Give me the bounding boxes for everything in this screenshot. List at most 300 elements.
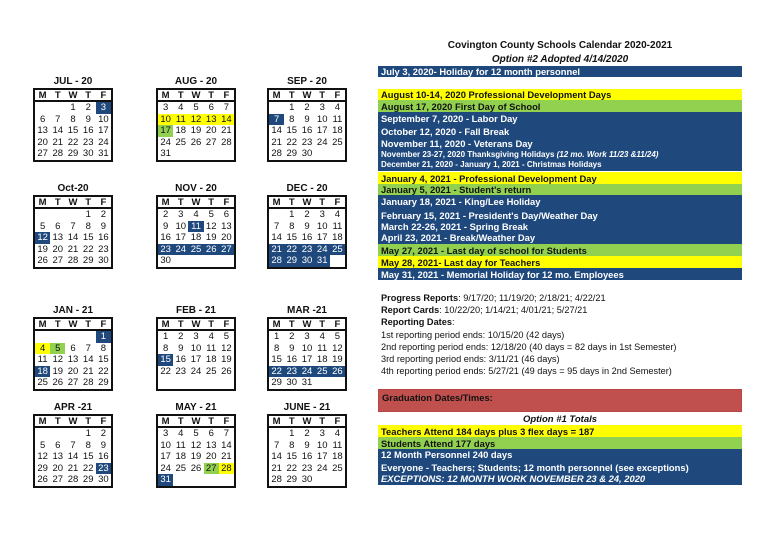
day-cell: 30 bbox=[82, 148, 94, 160]
weekday-label: F bbox=[223, 416, 230, 427]
weekday-label: F bbox=[100, 90, 107, 101]
weekday-label: T bbox=[85, 197, 92, 208]
totals-personnel: 12 Month Personnel 240 days bbox=[381, 449, 513, 460]
day-cell: 20 bbox=[221, 232, 232, 244]
weekday-label: W bbox=[191, 90, 201, 101]
day-cell: 27 bbox=[67, 377, 79, 389]
day-cell: 15 bbox=[67, 125, 79, 137]
day-cell: 31 bbox=[160, 148, 171, 160]
day-cell: 24 bbox=[316, 136, 328, 148]
day-cell: 2 bbox=[304, 102, 310, 113]
day-cell: 24 bbox=[98, 136, 109, 148]
weekday-label: M bbox=[38, 416, 47, 427]
day-cell bbox=[330, 377, 345, 389]
week-row bbox=[158, 137, 234, 149]
day-cell: 2 bbox=[85, 102, 91, 113]
day-cell: 11 bbox=[332, 220, 343, 232]
week-row bbox=[158, 209, 234, 221]
weekday-label: M bbox=[272, 319, 281, 330]
day-cell: 30 bbox=[98, 474, 109, 486]
day-cell: 27 bbox=[52, 474, 64, 486]
day-cell: 17 bbox=[175, 232, 187, 244]
month-calendar bbox=[33, 76, 113, 162]
day-cell bbox=[330, 255, 345, 267]
day-cell: 21 bbox=[82, 365, 94, 377]
day-cell: 15 bbox=[271, 354, 282, 366]
day-cell: 2 bbox=[289, 331, 295, 342]
week-row bbox=[35, 232, 111, 244]
month-grid bbox=[267, 195, 347, 269]
day-cell bbox=[315, 148, 330, 160]
month-grid bbox=[33, 195, 113, 269]
page-subtitle: Option #2 Adopted 4/14/2020 bbox=[491, 54, 629, 65]
day-cell: 12 bbox=[188, 114, 203, 126]
totals-exceptions: EXCEPTIONS: 12 MONTH WORK NOVEMBER 23 & 24, 2020 bbox=[381, 473, 646, 484]
day-cell: 4 bbox=[334, 209, 341, 220]
month-title: FEB - 21 bbox=[175, 305, 216, 316]
weekday-header bbox=[35, 90, 111, 102]
day-cell: 20 bbox=[205, 451, 217, 463]
day-cell bbox=[219, 474, 234, 486]
day-cell: 29 bbox=[37, 462, 48, 474]
weekday-label: T bbox=[319, 90, 326, 101]
day-cell: 11 bbox=[37, 354, 48, 366]
day-cell: 19 bbox=[190, 451, 202, 463]
day-cell: 17 bbox=[190, 354, 202, 366]
week-row bbox=[158, 377, 234, 389]
day-cell: 16 bbox=[175, 354, 187, 366]
day-cell: 22 bbox=[286, 462, 298, 474]
day-cell bbox=[188, 255, 203, 267]
day-cell: 21 bbox=[67, 243, 79, 255]
day-cell bbox=[35, 102, 50, 114]
day-cell: 3 bbox=[319, 209, 325, 220]
day-cell: 15 bbox=[286, 451, 298, 463]
day-cell: 12 bbox=[205, 220, 217, 232]
weekday-header bbox=[35, 319, 111, 331]
totals-teachers: Teachers Attend 184 days plus 3 flex days = 187 bbox=[378, 425, 742, 437]
week-row bbox=[35, 354, 111, 366]
day-cell: 25 bbox=[332, 462, 343, 474]
day-cell: 8 bbox=[289, 220, 295, 232]
day-cell: 22 bbox=[269, 366, 284, 378]
reporting-dates bbox=[381, 317, 455, 327]
week-row bbox=[35, 331, 111, 343]
day-cell bbox=[35, 209, 50, 221]
day-cell bbox=[204, 255, 219, 267]
day-cell: 28 bbox=[221, 136, 232, 148]
weekday-label: T bbox=[208, 197, 215, 208]
page-title: Covington County Schools Calendar 2020-2021 bbox=[447, 40, 673, 51]
day-cell: 7 bbox=[269, 114, 284, 126]
weekday-label: T bbox=[288, 197, 295, 208]
weekday-label: T bbox=[208, 416, 215, 427]
weekday-label: F bbox=[223, 90, 230, 101]
day-cell: 8 bbox=[100, 342, 107, 354]
day-cell: 17 bbox=[316, 125, 328, 137]
day-cell: 29 bbox=[82, 474, 94, 486]
weekday-label: W bbox=[302, 90, 312, 101]
week-row bbox=[158, 463, 234, 475]
day-cell: 27 bbox=[52, 255, 64, 267]
day-cell: 14 bbox=[82, 354, 94, 366]
day-cell: 29 bbox=[82, 255, 94, 267]
day-cell: 19 bbox=[332, 354, 343, 366]
day-cell: 15 bbox=[286, 125, 298, 137]
day-cell: 11 bbox=[206, 342, 217, 354]
weekday-header bbox=[158, 416, 234, 428]
week-row bbox=[158, 125, 234, 137]
month-title: JAN - 21 bbox=[52, 305, 93, 316]
weekday-header bbox=[269, 416, 345, 428]
day-cell: 31 bbox=[158, 474, 173, 486]
day-cell: 24 bbox=[173, 244, 188, 256]
day-cell: 21 bbox=[52, 136, 64, 148]
day-cell: 3 bbox=[319, 428, 325, 439]
weekday-header bbox=[269, 197, 345, 209]
week-row bbox=[158, 221, 234, 233]
day-cell: 6 bbox=[208, 428, 214, 439]
weekday-label: T bbox=[177, 416, 184, 427]
month-title: JUNE - 21 bbox=[283, 402, 331, 413]
day-cell: 29 bbox=[284, 255, 299, 267]
day-cell: 18 bbox=[316, 354, 328, 366]
week-row bbox=[35, 451, 111, 463]
month-calendar bbox=[33, 402, 113, 488]
day-cell bbox=[204, 377, 219, 389]
month-title: NOV - 20 bbox=[175, 183, 217, 194]
day-cell: 3 bbox=[162, 102, 169, 113]
day-cell: 9 bbox=[289, 342, 295, 354]
day-cell bbox=[269, 209, 284, 221]
weekday-label: M bbox=[272, 90, 281, 101]
week-row bbox=[269, 209, 345, 221]
day-cell: 4 bbox=[319, 331, 325, 342]
weekday-label: F bbox=[334, 197, 341, 208]
day-cell: 15 bbox=[98, 354, 109, 366]
day-cell: 2 bbox=[100, 428, 107, 439]
day-cell: 17 bbox=[160, 451, 171, 463]
day-cell: 13 bbox=[52, 232, 64, 244]
day-cell: 16 bbox=[286, 354, 298, 366]
week-row bbox=[269, 343, 345, 355]
day-cell: 5 bbox=[50, 343, 65, 355]
day-cell: 29 bbox=[98, 377, 109, 389]
month-title: APR -21 bbox=[53, 402, 93, 413]
totals-block bbox=[378, 449, 742, 485]
day-cell: 22 bbox=[286, 136, 298, 148]
month-title: MAR -21 bbox=[286, 305, 327, 316]
day-cell: 3 bbox=[96, 102, 111, 114]
day-cell: 15 bbox=[82, 451, 94, 463]
weekday-label: T bbox=[177, 197, 184, 208]
week-row bbox=[158, 428, 234, 440]
day-cell: 8 bbox=[85, 220, 91, 232]
weekday-label: W bbox=[68, 416, 78, 427]
day-cell: 25 bbox=[37, 377, 48, 389]
month-calendar bbox=[33, 183, 113, 269]
day-cell: 3 bbox=[178, 209, 184, 220]
day-cell: 10 bbox=[316, 220, 328, 232]
day-cell: 4 bbox=[334, 102, 341, 113]
weekday-label: T bbox=[54, 416, 61, 427]
day-cell bbox=[315, 474, 330, 486]
day-cell: 31 bbox=[98, 148, 109, 160]
day-cell: 21 bbox=[221, 451, 232, 463]
month-grid bbox=[267, 317, 347, 391]
week-row bbox=[35, 221, 111, 233]
day-cell: 10 bbox=[98, 113, 109, 125]
day-cell: 18 bbox=[332, 451, 343, 463]
day-cell: 15 bbox=[82, 232, 94, 244]
day-cell: 7 bbox=[85, 342, 91, 354]
week-row bbox=[269, 366, 345, 378]
day-cell: 13 bbox=[205, 439, 217, 451]
reporting-period-4: 4th reporting period ends: 5/27/21 (49 days = 95 days in 2nd Semester) bbox=[381, 366, 672, 376]
totals-students: Students Attend 177 days bbox=[378, 437, 742, 449]
day-cell: 1 bbox=[70, 102, 76, 113]
day-cell: 24 bbox=[316, 462, 328, 474]
day-cell bbox=[35, 331, 50, 343]
day-cell: 30 bbox=[286, 377, 298, 389]
day-cell bbox=[50, 331, 65, 343]
day-cell: 23 bbox=[299, 244, 314, 256]
day-cell: 24 bbox=[160, 136, 171, 148]
week-row bbox=[269, 440, 345, 452]
week-row bbox=[158, 244, 234, 256]
week-row bbox=[35, 463, 111, 475]
weekday-label: M bbox=[272, 197, 281, 208]
week-row bbox=[158, 232, 234, 244]
day-cell: 3 bbox=[193, 331, 199, 342]
day-cell: 9 bbox=[100, 439, 107, 451]
day-cell: 22 bbox=[284, 244, 299, 256]
reporting-period-2: 2nd reporting period ends: 12/18/20 (40 days = 82 days in 1st Semester) bbox=[381, 342, 677, 352]
day-cell: 26 bbox=[37, 255, 48, 267]
day-cell bbox=[219, 255, 234, 267]
day-cell: 14 bbox=[52, 125, 64, 137]
day-cell: 24 bbox=[190, 365, 202, 377]
weekday-label: W bbox=[68, 319, 78, 330]
day-cell bbox=[173, 255, 188, 267]
day-cell: 18 bbox=[332, 232, 343, 244]
day-cell: 20 bbox=[52, 243, 64, 255]
day-cell: 30 bbox=[301, 474, 313, 486]
week-row bbox=[35, 148, 111, 160]
day-cell: 19 bbox=[37, 243, 48, 255]
week-row bbox=[269, 451, 345, 463]
weekday-label: T bbox=[177, 319, 184, 330]
weekday-label: T bbox=[208, 319, 215, 330]
day-cell: 30 bbox=[301, 148, 313, 160]
day-cell: 25 bbox=[188, 244, 203, 256]
day-cell: 16 bbox=[301, 125, 313, 137]
weekday-label: T bbox=[85, 416, 92, 427]
event-jul3: July 3, 2020- Holiday for 12 month personnel bbox=[378, 66, 742, 77]
day-cell: 24 bbox=[160, 462, 171, 474]
week-row bbox=[158, 451, 234, 463]
day-cell: 26 bbox=[52, 377, 64, 389]
day-cell bbox=[219, 377, 234, 389]
event-jan18: January 18, 2021 - King/Lee Holiday bbox=[381, 196, 541, 207]
weekday-label: W bbox=[68, 90, 78, 101]
week-row bbox=[269, 114, 345, 126]
day-cell: 11 bbox=[173, 114, 188, 126]
day-cell: 5 bbox=[223, 331, 230, 342]
day-cell: 9 bbox=[178, 342, 184, 354]
week-row bbox=[269, 221, 345, 233]
day-cell: 21 bbox=[269, 244, 284, 256]
day-cell bbox=[65, 331, 80, 343]
week-row bbox=[269, 474, 345, 486]
day-cell: 1 bbox=[289, 102, 295, 113]
day-cell: 6 bbox=[70, 342, 76, 354]
day-cell: 14 bbox=[271, 451, 282, 463]
week-row bbox=[269, 232, 345, 244]
event-nov23 bbox=[381, 149, 742, 160]
week-row bbox=[158, 343, 234, 355]
day-cell: 18 bbox=[332, 125, 343, 137]
weekday-label: T bbox=[54, 319, 61, 330]
day-cell: 9 bbox=[304, 220, 310, 232]
weekday-label: F bbox=[334, 319, 341, 330]
day-cell: 20 bbox=[52, 462, 64, 474]
weekday-label: T bbox=[54, 90, 61, 101]
weekday-label: M bbox=[161, 416, 170, 427]
weekday-label: M bbox=[38, 197, 47, 208]
day-cell: 9 bbox=[85, 113, 91, 125]
day-cell: 13 bbox=[221, 220, 232, 232]
day-cell bbox=[330, 148, 345, 160]
day-cell: 23 bbox=[301, 462, 313, 474]
day-cell: 17 bbox=[316, 232, 328, 244]
month-grid bbox=[267, 88, 347, 162]
day-cell: 21 bbox=[271, 462, 282, 474]
day-cell: 1 bbox=[85, 209, 91, 220]
week-row bbox=[269, 331, 345, 343]
week-row bbox=[269, 148, 345, 160]
weekday-label: M bbox=[38, 319, 47, 330]
day-cell: 13 bbox=[52, 451, 64, 463]
week-row bbox=[35, 440, 111, 452]
day-cell bbox=[330, 474, 345, 486]
day-cell: 5 bbox=[208, 209, 214, 220]
day-cell: 25 bbox=[175, 462, 187, 474]
week-row bbox=[158, 148, 234, 160]
day-cell: 4 bbox=[178, 102, 184, 113]
day-cell: 21 bbox=[271, 136, 282, 148]
report-cards-label: Report Cards bbox=[381, 305, 440, 315]
day-cell: 23 bbox=[96, 463, 111, 475]
month-grid bbox=[156, 88, 236, 162]
day-cell: 10 bbox=[316, 439, 328, 451]
day-cell: 10 bbox=[316, 113, 328, 125]
day-cell: 16 bbox=[82, 125, 94, 137]
day-cell: 10 bbox=[160, 439, 171, 451]
day-cell: 6 bbox=[55, 439, 61, 451]
reporting-dates-label: Reporting Dates bbox=[381, 317, 452, 327]
day-cell: 8 bbox=[85, 439, 91, 451]
week-row bbox=[158, 331, 234, 343]
event-aug17: August 17, 2020 First Day of School bbox=[378, 100, 742, 112]
day-cell: 23 bbox=[98, 243, 109, 255]
day-cell: 10 bbox=[301, 342, 313, 354]
event-may28: May 28, 2021- Last day for Teachers bbox=[378, 256, 742, 268]
day-cell: 15 bbox=[158, 354, 173, 366]
day-cell: 16 bbox=[98, 232, 109, 244]
week-row bbox=[158, 366, 234, 378]
weekday-label: W bbox=[191, 319, 201, 330]
day-cell: 12 bbox=[221, 342, 232, 354]
weekday-header bbox=[35, 197, 111, 209]
weekday-label: M bbox=[272, 416, 281, 427]
day-cell: 17 bbox=[158, 125, 173, 137]
day-cell: 5 bbox=[334, 331, 341, 342]
day-cell: 18 bbox=[175, 451, 187, 463]
day-cell: 5 bbox=[193, 102, 199, 113]
day-cell: 2 bbox=[162, 209, 169, 220]
day-cell: 19 bbox=[221, 354, 232, 366]
week-row bbox=[269, 125, 345, 137]
day-cell: 22 bbox=[98, 365, 109, 377]
month-grid bbox=[33, 88, 113, 162]
day-cell: 30 bbox=[299, 255, 314, 267]
month-grid bbox=[156, 195, 236, 269]
day-cell: 2 bbox=[304, 428, 310, 439]
day-cell: 26 bbox=[37, 474, 48, 486]
day-cell bbox=[173, 377, 188, 389]
day-cell: 7 bbox=[70, 439, 76, 451]
day-cell: 8 bbox=[273, 342, 280, 354]
event-mar22: March 22-26, 2021 - Spring Break bbox=[381, 221, 528, 232]
day-cell bbox=[65, 428, 80, 440]
day-cell: 9 bbox=[100, 220, 107, 232]
weekday-header bbox=[35, 416, 111, 428]
day-cell bbox=[50, 102, 65, 114]
day-cell: 28 bbox=[269, 255, 284, 267]
week-row bbox=[35, 474, 111, 486]
event-jan4: January 4, 2021 - Professional Development Day bbox=[378, 172, 742, 184]
day-cell: 31 bbox=[301, 377, 313, 389]
week-row bbox=[35, 255, 111, 267]
day-cell: 3 bbox=[304, 331, 310, 342]
reporting-dates-colon: : bbox=[451, 317, 455, 327]
day-cell bbox=[188, 148, 203, 160]
day-cell: 28 bbox=[67, 474, 79, 486]
month-calendar bbox=[267, 76, 347, 162]
day-cell: 22 bbox=[82, 243, 94, 255]
week-row bbox=[35, 114, 111, 126]
day-cell bbox=[315, 377, 330, 389]
week-row bbox=[158, 354, 234, 366]
event-apr23: April 23, 2021 - Break/Weather Day bbox=[381, 232, 536, 243]
day-cell: 28 bbox=[271, 148, 282, 160]
day-cell bbox=[35, 428, 50, 440]
event-nov23-text: November 23-27, 2020 Thanksgiving Holidays bbox=[381, 150, 555, 159]
day-cell: 14 bbox=[271, 125, 282, 137]
week-row bbox=[35, 244, 111, 256]
day-cell: 4 bbox=[208, 331, 214, 342]
progress-reports-label: Progress Reports bbox=[381, 293, 459, 303]
event-jan5: January 5, 2021 - Student's return bbox=[378, 184, 742, 195]
day-cell: 14 bbox=[67, 451, 79, 463]
day-cell: 27 bbox=[205, 136, 217, 148]
day-cell: 8 bbox=[289, 439, 295, 451]
week-row bbox=[35, 343, 111, 355]
day-cell: 28 bbox=[219, 463, 234, 475]
month-title: JUL - 20 bbox=[53, 76, 93, 87]
progress-reports bbox=[381, 293, 606, 303]
